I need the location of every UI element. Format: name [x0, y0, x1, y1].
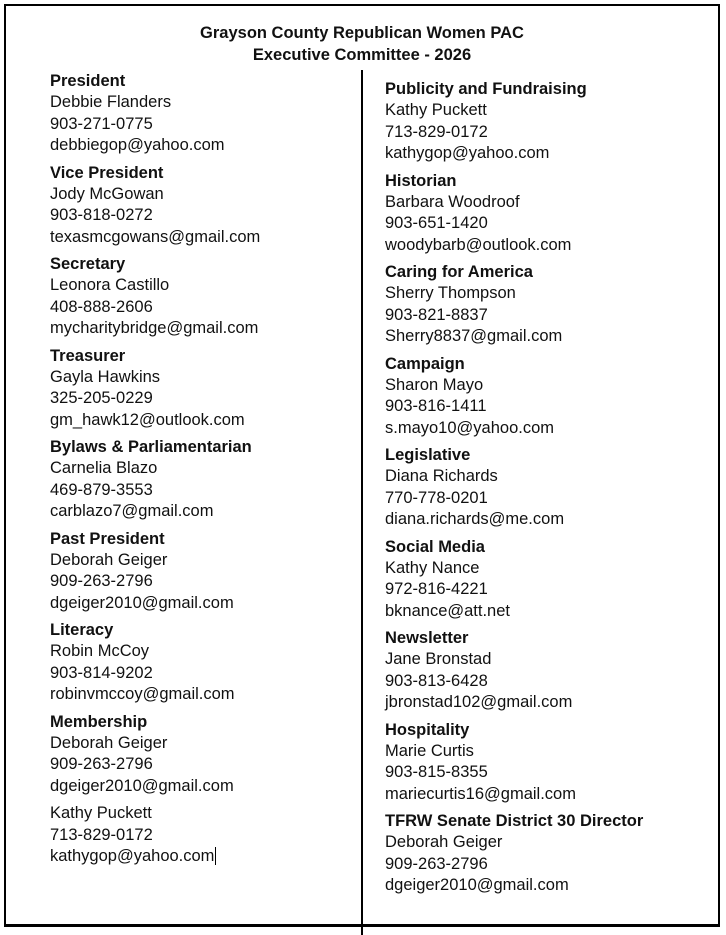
member-email: mariecurtis16@gmail.com	[385, 784, 576, 803]
left-column	[50, 71, 350, 874]
member-phone: 903-818-0272	[50, 206, 153, 224]
member-email: dgeiger2010@gmail.com	[385, 876, 569, 894]
role-title: Literacy	[50, 621, 114, 639]
member-email: debbiegop@yahoo.com	[50, 136, 225, 154]
member-phone: 713-829-0172	[385, 122, 488, 141]
role-block	[385, 628, 715, 714]
role-block	[385, 811, 715, 897]
member-phone: 972-816-4221	[385, 580, 488, 598]
role-block	[50, 712, 350, 798]
member-email: s.mayo10@yahoo.com	[385, 418, 554, 437]
role-block	[385, 79, 715, 165]
member-phone: 903-815-8355	[385, 763, 488, 781]
right-column	[385, 79, 715, 903]
role-block	[50, 529, 350, 615]
member-name: Jody McGowan	[50, 184, 164, 203]
member-name: Robin McCoy	[50, 642, 150, 660]
role-title: TFRW Senate District 30 Director	[385, 812, 644, 830]
member-name: Deborah Geiger	[385, 833, 503, 851]
member-name: Sherry Thompson	[385, 284, 516, 302]
role-title: Campaign	[385, 354, 465, 373]
member-email	[50, 846, 350, 868]
role-block	[50, 71, 350, 157]
member-name: Gayla Hawkins	[50, 367, 161, 386]
org-title: Grayson County Republican Women PAC	[200, 24, 524, 42]
member-name: Kathy Nance	[385, 558, 480, 577]
member-email: mycharitybridge@gmail.com	[50, 319, 259, 337]
member-name: Debbie Flanders	[50, 93, 172, 111]
member-name: Sharon Mayo	[385, 375, 484, 394]
role-block	[385, 445, 715, 531]
role-block	[50, 346, 350, 432]
role-title: Secretary	[50, 255, 126, 273]
member-name: Carnelia Blazo	[50, 459, 158, 477]
member-phone: 903-821-8837	[385, 305, 488, 324]
member-phone: 325-205-0229	[50, 389, 153, 407]
role-block	[385, 262, 715, 348]
document-header	[4, 22, 720, 66]
role-title: Membership	[50, 712, 148, 731]
role-title: Newsletter	[385, 629, 469, 647]
member-phone: 903-816-1411	[385, 397, 487, 415]
role-block	[50, 163, 350, 249]
role-title: Past President	[50, 529, 165, 548]
member-name: Deborah Geiger	[50, 550, 168, 569]
role-title: Vice President	[50, 163, 164, 182]
role-block	[385, 537, 715, 623]
member-email: carblazo7@gmail.com	[50, 502, 214, 520]
member-name: Kathy Puckett	[50, 804, 152, 822]
member-email: dgeiger2010@gmail.com	[50, 593, 234, 612]
member-email: woodybarb@outlook.com	[385, 235, 572, 254]
member-phone: 770-778-0201	[385, 488, 488, 507]
member-email: robinvmccoy@gmail.com	[50, 685, 235, 703]
member-phone: 909-263-2796	[50, 572, 153, 590]
member-phone: 909-263-2796	[50, 755, 153, 773]
role-block	[385, 720, 715, 806]
role-title: Legislative	[385, 446, 471, 464]
member-phone: 903-651-1420	[385, 214, 488, 232]
role-title: Historian	[385, 171, 457, 190]
member-name: Diana Richards	[385, 467, 498, 485]
member-email: texasmcgowans@gmail.com	[50, 227, 261, 246]
role-title: Social Media	[385, 537, 485, 556]
committee-title: Executive Committee - 2026	[252, 46, 472, 64]
member-name: Leonora Castillo	[50, 276, 170, 294]
member-phone: 903-814-9202	[50, 663, 153, 682]
role-title: Caring for America	[385, 263, 533, 281]
role-block	[50, 254, 350, 340]
role-block	[385, 354, 715, 440]
member-name: Jane Bronstad	[385, 650, 492, 668]
member-email: diana.richards@me.com	[385, 510, 565, 528]
column-divider	[361, 70, 363, 935]
member-email: bknance@att.net	[385, 601, 510, 620]
member-phone: 408-888-2606	[50, 297, 153, 316]
role-title: Treasurer	[50, 346, 126, 365]
member-phone: 713-829-0172	[50, 825, 153, 844]
member-email: jbronstad102@gmail.com	[385, 693, 573, 711]
member-email: Sherry8837@gmail.com	[385, 327, 563, 345]
member-name: Marie Curtis	[385, 741, 474, 760]
role-block	[50, 620, 350, 706]
role-title: Bylaws & Parliamentarian	[50, 438, 252, 456]
member-phone: 469-879-3553	[50, 480, 153, 499]
member-email: kathygop@yahoo.com	[385, 144, 550, 162]
text-cursor: kathygop@yahoo.com	[50, 847, 215, 865]
member-email: dgeiger2010@gmail.com	[50, 776, 234, 795]
role-block	[385, 171, 715, 257]
role-block	[50, 437, 350, 523]
member-email: gm_hawk12@outlook.com	[50, 410, 245, 429]
member-phone: 903-813-6428	[385, 671, 488, 690]
member-name: Kathy Puckett	[385, 101, 487, 119]
role-title: President	[50, 72, 126, 90]
member-phone: 903-271-0775	[50, 114, 153, 133]
role-title: Hospitality	[385, 720, 470, 739]
role-title: Publicity and Fundraising	[385, 80, 587, 98]
member-name: Deborah Geiger	[50, 733, 168, 752]
member-name: Barbara Woodroof	[385, 192, 520, 211]
role-block	[50, 803, 350, 868]
member-phone: 909-263-2796	[385, 854, 488, 873]
